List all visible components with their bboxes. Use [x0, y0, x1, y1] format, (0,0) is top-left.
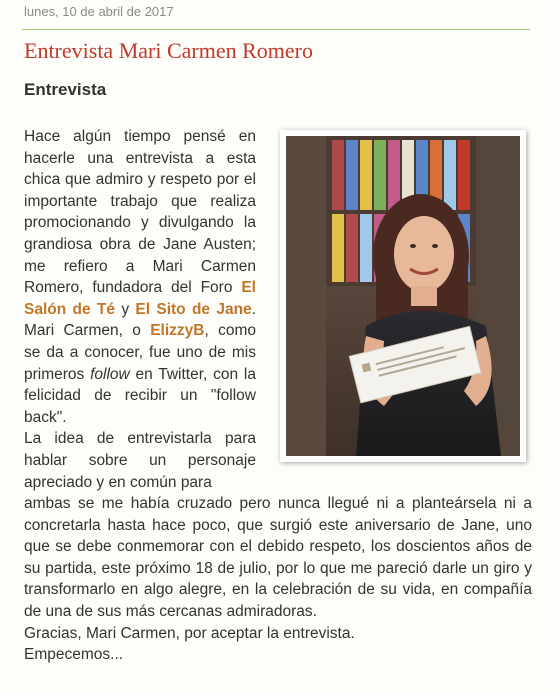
link-el-salon-de-te[interactable]: El Salón de Té: [24, 279, 256, 318]
paragraph-idea-start: La idea de entrevistarla para hablar sobre un personaje apreciado y en común para: [24, 430, 256, 491]
link-elizzyb[interactable]: ElizzyB: [150, 322, 205, 340]
intro-text: Hace algún tiempo pensé en hacerle una entrevista a esta chica que admiro y respeto por el importante trabajo que realiza promocionando y divulgando la grandiosa obra de Jane Austen; me refiero a Mari Carmen Romero, fundadora del Foro: [24, 128, 256, 297]
intro-text: y: [115, 300, 136, 318]
paragraph-idea-continued: ambas se me había cruzado pero nunca llegué ni a planteársela ni a concretarla hasta hace poco, que surgió este aniversario de Jane, uno que se debe conmemorar con el debido respeto, los doscientos años de su partida, este próximo 18 de julio, por lo que me pareció darle un giro y transformarlo en algo alegre, en la celebración de su vida, en compañía de una de sus más cercanas admiradoras.: [24, 495, 532, 621]
intro-text: . Mari Carmen, o: [24, 300, 256, 340]
paragraph-intro: [24, 126, 256, 428]
header-divider: [22, 29, 530, 30]
intro-text: en Twitter, con la felicidad de recibir un "follow back".: [24, 365, 256, 426]
post-date: lunes, 10 de abril de 2017: [24, 4, 174, 19]
paragraph-lets-begin: Empecemos...: [24, 646, 124, 664]
link-el-sito-de-jane[interactable]: El Sito de Jane: [135, 300, 252, 318]
follow-italic: follow: [90, 365, 130, 383]
intro-text: , como se da a conocer, fue uno de mis primeros: [24, 322, 256, 383]
post-body: [24, 126, 532, 666]
post-subtitle: Entrevista: [24, 80, 107, 99]
post-title[interactable]: Entrevista Mari Carmen Romero: [24, 38, 313, 63]
paragraph-thanks: Gracias, Mari Carmen, por aceptar la entrevista.: [24, 624, 355, 642]
